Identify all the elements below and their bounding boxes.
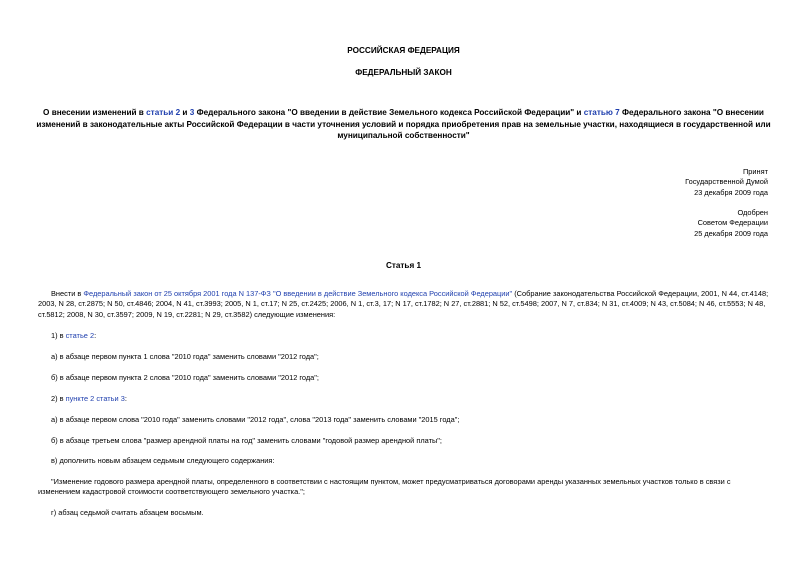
approval-block <box>694 208 768 239</box>
title-text: Федерального закона "О внесении изменений в законодательные акты Российской Федерации в части уточнения условий и порядка приобретения прав на земельные участки, находящиеся в государственной или муниципальной собственности" <box>36 108 771 141</box>
approved-label: Одобрен <box>737 208 768 217</box>
title-link-article-7[interactable]: статью 7 <box>583 108 620 117</box>
item-text: 1) в <box>51 331 66 340</box>
item-2 <box>38 394 771 404</box>
article-heading: Статья 1 <box>385 261 422 270</box>
item-1 <box>38 331 771 341</box>
item-2b: б) в абзаце третьем слова "размер арендной платы на год" заменить словами "годовой размер арендной платы"; <box>51 436 442 445</box>
approved-by: Советом Федерации <box>697 218 768 228</box>
item-1-link[interactable]: статье 2 <box>65 331 95 340</box>
approved-date: 25 декабря 2009 года <box>694 228 768 238</box>
item-1b: б) в абзаце первом пункта 2 слова "2010 года" заменить словами "2012 года"; <box>51 373 319 382</box>
title-link-article-3[interactable]: 3 <box>189 108 195 117</box>
item-2c: в) дополнить новым абзацем седьмым следующего содержания: <box>51 456 275 465</box>
law-title <box>30 107 777 142</box>
intro-text: (Собрание законодательства Российской Федерации, 2001, N 44, ст.4148; 2003, N 28, ст.2875; N 50, ст.4846; 2004, N 41, ст.3993; 2005, N 1, ст.17; N 25, ст.2425; 2006, N 1, ст.3, 17; N 17, ст.1782; N 27, ст.2881; N 52, ст.5498; 2007, N 7, ст.834; N 31, ст.4009; N 43, ст.5084; N 46, ст.5553; N 48, ст.5812; 2008, N 30, ст.3597; 2009, N 19, ст.2281; N 29, ст.3582) следующие изменения: <box>38 289 769 319</box>
adoption-block <box>685 167 768 198</box>
article-intro <box>38 289 771 320</box>
item-text: 2) в <box>51 394 66 403</box>
item-1a: а) в абзаце первом пункта 1 слова "2010 года" заменить словами "2012 года"; <box>51 352 319 361</box>
quoted-paragraph: "Изменение годового размера арендной платы, определенного в соответствии с настоящим пунктом, может предусматриваться договорами аренды указанных земельных участков только в связи с изменением кадастровой стоимости соответствующего земельного участка."; <box>38 477 731 497</box>
intro-law-link[interactable]: Федеральный закон от 25 октября 2001 года N 137-ФЗ "О введении в действие Земельного кодекса Российской Федерации" <box>83 289 513 298</box>
intro-text: Внести в <box>51 289 84 298</box>
item-text: : <box>94 331 97 340</box>
item-2-link[interactable]: пункте 2 статьи 3 <box>65 394 125 403</box>
title-text: О внесении изменений в <box>43 108 147 117</box>
title-text: и <box>180 108 190 117</box>
title-link-article-2[interactable]: статьи 2 <box>146 108 181 117</box>
item-2d: г) абзац седьмой считать абзацем восьмым. <box>51 508 204 517</box>
accepted-date: 23 декабря 2009 года <box>694 187 768 197</box>
item-2a: а) в абзаце первом слова "2010 года" заменить словами "2012 года", слова "2013 года" заменить словами "2015 года"; <box>51 415 460 424</box>
item-text: : <box>124 394 127 403</box>
accepted-label: Принят <box>742 167 768 176</box>
country-heading: РОССИЙСКАЯ ФЕДЕРАЦИЯ <box>347 46 460 55</box>
title-text: Федерального закона "О введении в действие Земельного кодекса Российской Федерации" и <box>194 108 584 117</box>
document-type-heading: ФЕДЕРАЛЬНЫЙ ЗАКОН <box>355 68 452 77</box>
accepted-by: Государственной Думой <box>685 177 768 187</box>
